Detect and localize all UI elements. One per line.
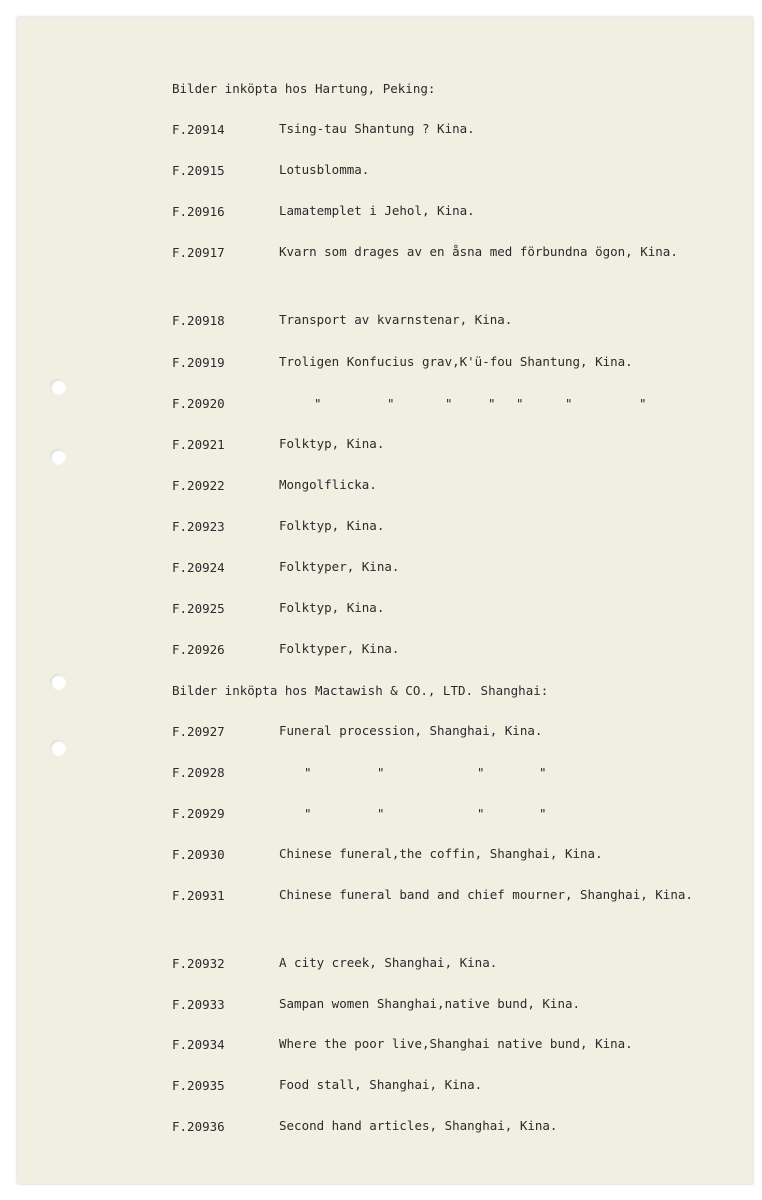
catalog-number: F.20928 xyxy=(172,765,225,780)
entry-description: Chinese funeral band and chief mourner, Shanghai, Kina. xyxy=(279,887,693,902)
catalog-number: F.20930 xyxy=(172,847,225,862)
catalog-number: F.20920 xyxy=(172,396,225,411)
ditto-mark: " xyxy=(377,765,385,780)
entry-description: Funeral procession, Shanghai, Kina. xyxy=(279,723,543,738)
ditto-mark: " xyxy=(565,396,573,411)
entry-description: Folktyper, Kina. xyxy=(279,641,400,656)
ditto-mark: " xyxy=(445,396,453,411)
punch-hole xyxy=(50,449,66,465)
catalog-number: F.20926 xyxy=(172,642,225,657)
entry-description: Second hand articles, Shanghai, Kina. xyxy=(279,1118,558,1133)
catalog-number: F.20917 xyxy=(172,245,225,260)
entry-description: Mongolflicka. xyxy=(279,477,377,492)
catalog-number: F.20925 xyxy=(172,601,225,616)
catalog-number: F.20929 xyxy=(172,806,225,821)
ditto-mark: " xyxy=(488,396,496,411)
catalog-number: F.20918 xyxy=(172,313,225,328)
ditto-mark: " xyxy=(539,765,547,780)
document-page xyxy=(17,17,753,1184)
entry-description: Kvarn som drages av en åsna med förbundna ögon, Kina. xyxy=(279,244,678,259)
punch-hole xyxy=(50,674,66,690)
catalog-number: F.20923 xyxy=(172,519,225,534)
entry-description: Sampan women Shanghai,native bund, Kina. xyxy=(279,996,581,1011)
ditto-mark: " xyxy=(477,765,485,780)
catalog-number: F.20915 xyxy=(172,163,225,178)
entry-description: Folktyp, Kina. xyxy=(279,436,385,451)
catalog-number: F.20921 xyxy=(172,437,225,452)
catalog-number: F.20927 xyxy=(172,724,225,739)
ditto-mark: " xyxy=(377,806,385,821)
catalog-number: F.20916 xyxy=(172,204,225,219)
ditto-mark: " xyxy=(304,806,312,821)
entry-description: Tsing-tau Shantung ? Kina. xyxy=(279,121,475,136)
catalog-number: F.20934 xyxy=(172,1037,225,1052)
catalog-number: F.20914 xyxy=(172,122,225,137)
ditto-mark: " xyxy=(639,396,647,411)
ditto-mark: " xyxy=(516,396,524,411)
section-heading-hartung: Bilder inköpta hos Hartung, Peking: xyxy=(172,81,436,96)
ditto-mark: " xyxy=(314,396,322,411)
ditto-mark: " xyxy=(387,396,395,411)
catalog-number: F.20922 xyxy=(172,478,225,493)
entry-description: Lotusblomma. xyxy=(279,162,370,177)
entry-description: Chinese funeral,the coffin, Shanghai, Kina. xyxy=(279,846,603,861)
entry-description: Folktyp, Kina. xyxy=(279,600,385,615)
punch-hole xyxy=(50,740,66,756)
catalog-number: F.20919 xyxy=(172,355,225,370)
entry-description: Folktyp, Kina. xyxy=(279,518,385,533)
entry-description: Folktyper, Kina. xyxy=(279,559,400,574)
catalog-number: F.20935 xyxy=(172,1078,225,1093)
entry-description: A city creek, Shanghai, Kina. xyxy=(279,955,498,970)
section-heading-mactawish: Bilder inköpta hos Mactawish & CO., LTD. Shanghai: xyxy=(172,683,549,698)
entry-description: Troligen Konfucius grav,K'ü-fou Shantung, Kina. xyxy=(279,354,633,369)
punch-hole xyxy=(50,379,66,395)
catalog-number: F.20931 xyxy=(172,888,225,903)
catalog-number: F.20932 xyxy=(172,956,225,971)
ditto-mark: " xyxy=(539,806,547,821)
entry-description: Lamatemplet i Jehol, Kina. xyxy=(279,203,475,218)
entry-description: Where the poor live,Shanghai native bund, Kina. xyxy=(279,1036,633,1051)
entry-description: Food stall, Shanghai, Kina. xyxy=(279,1077,483,1092)
catalog-number: F.20933 xyxy=(172,997,225,1012)
entry-description: Transport av kvarnstenar, Kina. xyxy=(279,312,513,327)
catalog-number: F.20936 xyxy=(172,1119,225,1134)
ditto-mark: " xyxy=(304,765,312,780)
ditto-mark: " xyxy=(477,806,485,821)
catalog-number: F.20924 xyxy=(172,560,225,575)
